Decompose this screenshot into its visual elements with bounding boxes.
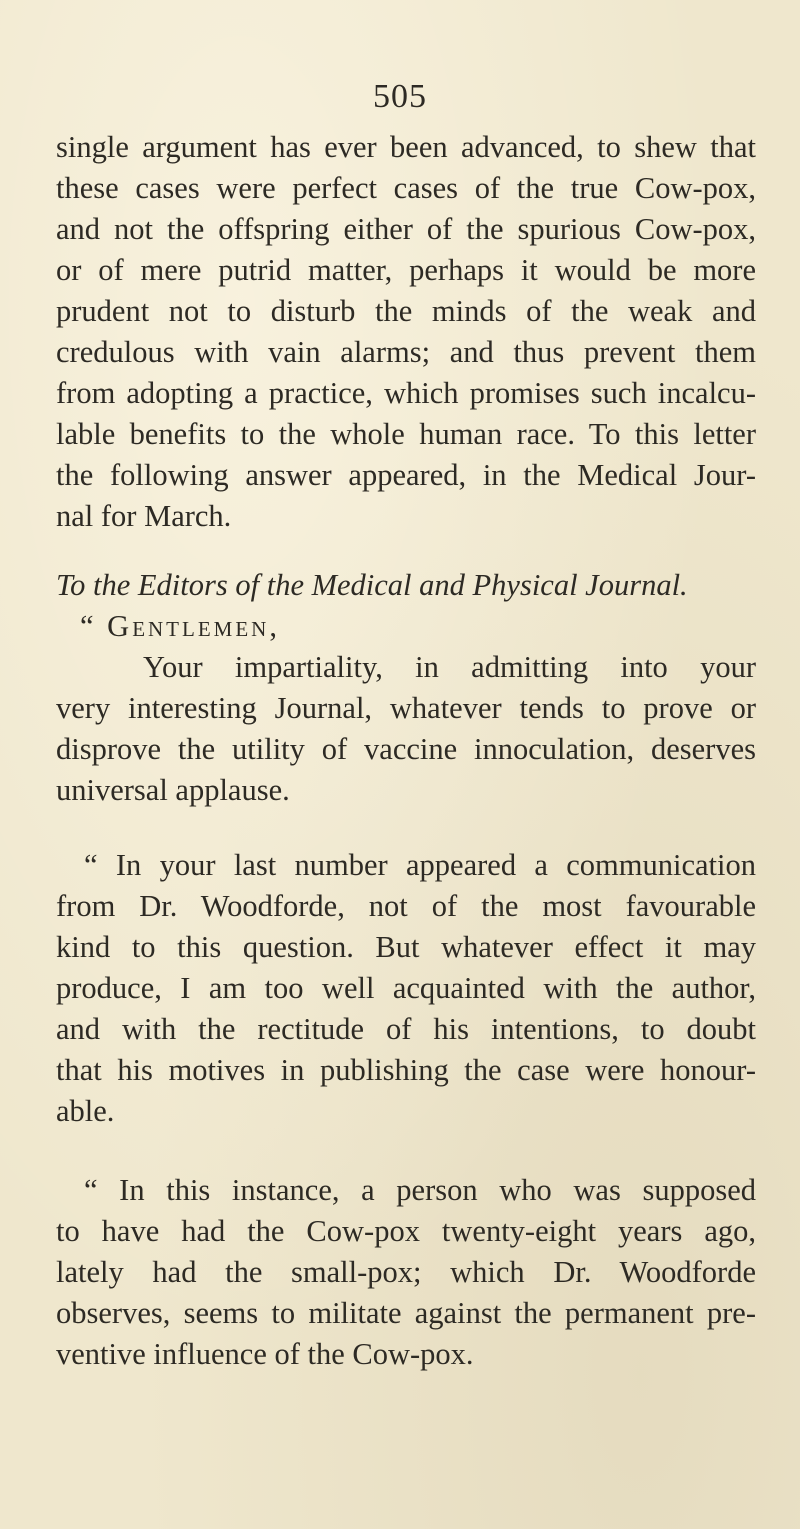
text-line: “ In this instance, a person who was supposed bbox=[84, 1173, 756, 1207]
text-line: kind to this question. But whatever effect it may bbox=[56, 930, 756, 964]
text-line: “ In your last number appeared a communication bbox=[84, 848, 756, 882]
text-line: ventive influence of the Cow-pox. bbox=[56, 1337, 474, 1371]
text-line: universal applause. bbox=[56, 773, 290, 807]
text-line: that his motives in publishing the case were honour- bbox=[56, 1053, 756, 1087]
text-line: lable benefits to the whole human race. To this letter bbox=[56, 417, 756, 451]
text-line: the following answer appeared, in the Medical Jour- bbox=[56, 458, 756, 492]
text-line: observes, seems to militate against the permanent pre- bbox=[56, 1296, 756, 1330]
text-line: credulous with vain alarms; and thus prevent them bbox=[56, 335, 756, 369]
text-line: from Dr. Woodforde, not of the most favourable bbox=[56, 889, 756, 923]
text-line: Your impartiality, in admitting into your bbox=[143, 650, 756, 684]
text-line: single argument has ever been advanced, to shew that bbox=[56, 130, 756, 164]
text-line: and with the rectitude of his intentions, to doubt bbox=[56, 1012, 756, 1046]
text-line: nal for March. bbox=[56, 499, 232, 533]
text-line: and not the offspring either of the spurious Cow-pox, bbox=[56, 212, 756, 246]
text-line: produce, I am too well acquainted with the author, bbox=[56, 971, 756, 1005]
text-line: to have had the Cow-pox twenty-eight years ago, bbox=[56, 1214, 756, 1248]
text-line: lately had the small-pox; which Dr. Woodforde bbox=[56, 1255, 756, 1289]
letter-heading: To the Editors of the Medical and Physical Journal. bbox=[56, 568, 688, 602]
text-line: these cases were perfect cases of the true Cow-pox, bbox=[56, 171, 756, 205]
salutation: “ Gentlemen, bbox=[80, 609, 280, 643]
text-line: prudent not to disturb the minds of the weak and bbox=[56, 294, 756, 328]
text-line: from adopting a practice, which promises such incalcu- bbox=[56, 376, 756, 410]
page-number: 505 bbox=[373, 78, 427, 115]
text-line: very interesting Journal, whatever tends to prove or bbox=[56, 691, 756, 725]
text-line: disprove the utility of vaccine innoculation, deserves bbox=[56, 732, 756, 766]
text-line: or of mere putrid matter, perhaps it would be more bbox=[56, 253, 756, 287]
text-line: able. bbox=[56, 1094, 115, 1128]
